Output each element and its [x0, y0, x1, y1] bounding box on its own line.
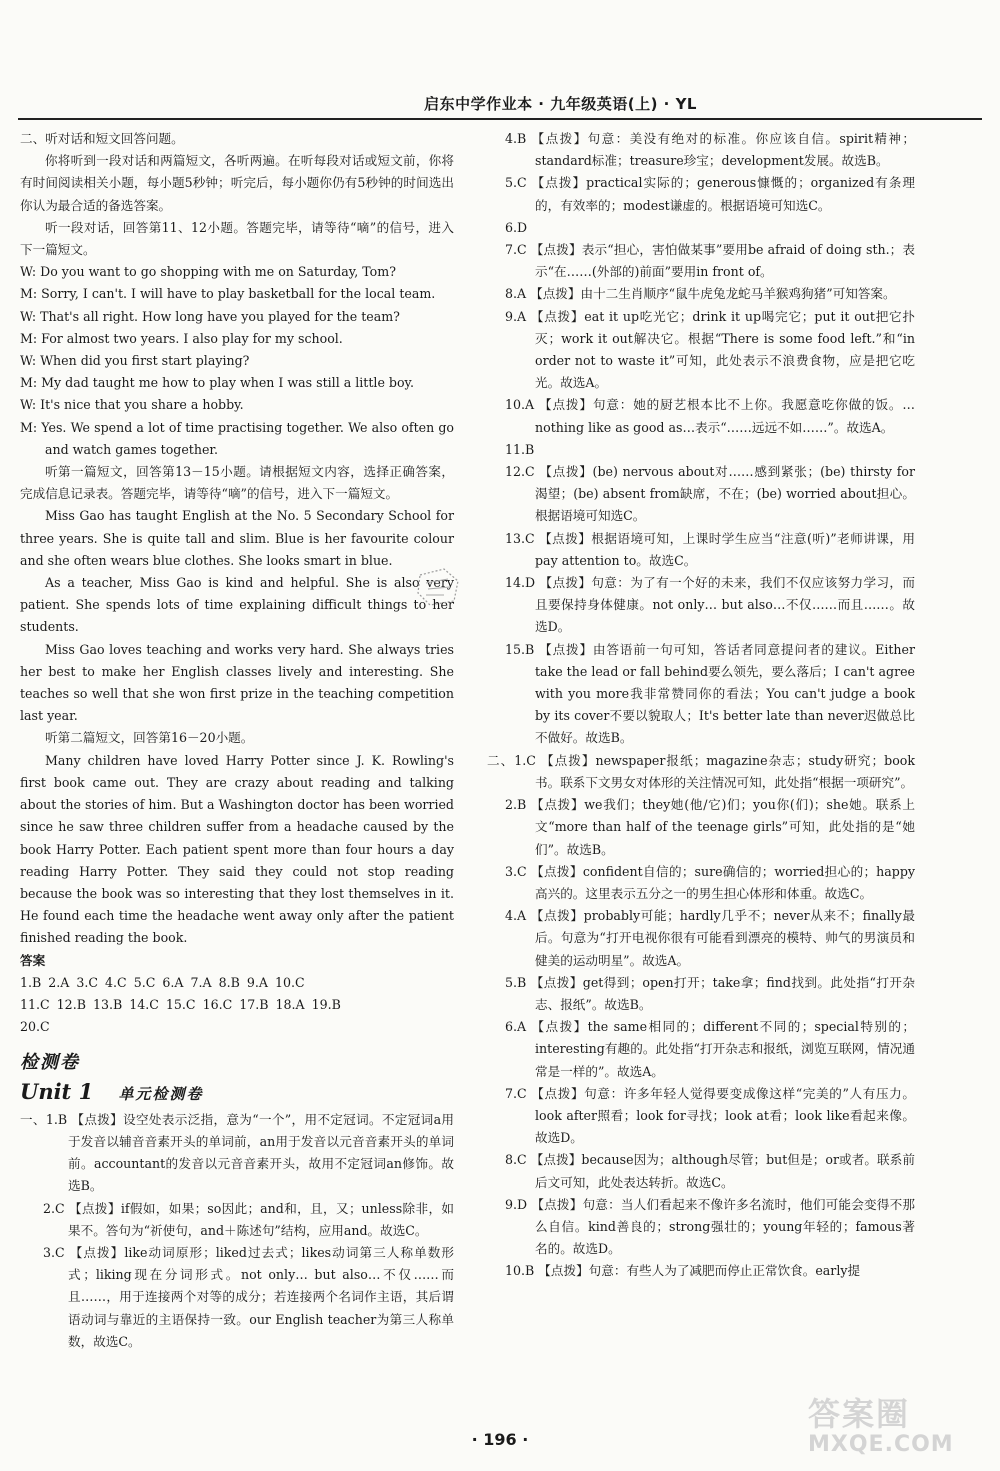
answers-label: 答案 — [20, 952, 46, 968]
test-section-title: 检测卷 — [20, 1052, 80, 1074]
passage1-intro: 听第一篇短文，回答第13－15小题。请根据短文内容，选择正确答案，完成信息记录表。答题完毕，请等待“嘀”的信号，进入下一篇短文。 — [20, 464, 454, 502]
unit-number: Unit 1 — [20, 1078, 94, 1104]
ink-stamp-icon — [414, 565, 462, 609]
section2-heading: 二、听对话和短文回答问题。 — [20, 131, 184, 146]
answer-item: 4.B 【点拨】句意：美没有绝对的标准。你应该自信。spirit精神；standard标准；treasure珍宝；development发展。故选B。 — [505, 131, 915, 169]
dialogue-line: M: My dad taught me how to play when I was still a little boy. — [20, 375, 415, 391]
passage1-paragraph: Miss Gao has taught English at the No. 5 Secondary School for three years. She is quite tall and slim. Blue is her favourite colour and she often wears blue clothes. She looks smart in blue. — [20, 508, 454, 568]
answer-item: 13.C 【点拨】根据语境可知，上课时学生应当“注意(听)”老师讲课，用pay attention to。故选C。 — [505, 530, 915, 568]
answer-item: 二、1.C 【点拨】newspaper报纸；magazine杂志；study研究；book书。联系下文男女对体形的关注情况可知，此处指“根据一项研究”。 — [487, 752, 915, 790]
answer-item: 5.B 【点拨】get得到；open打开；take拿；find找到。此处指“打开杂志、报纸”。故选B。 — [505, 974, 915, 1012]
answer-item: 3.C 【点拨】like动词原形；liked过去式；likes动词第三人称单数形式；liking现在分词形式。not only… but also…不仅……而且……，用于连接两个对等的成分；若连接两个名词作主语，其后谓语动词与靠近的主语保持一致。our English teacher为第三人称单数，故选C。 — [43, 1244, 454, 1349]
answer-item: 7.C 【点拨】表示“担心，害怕做某事”要用be afraid of doing sth.；表示“在……(外部的)前面”要用in front of。 — [505, 242, 915, 280]
answers-row: 11.C 12.B 13.B 14.C 15.C 16.C 17.B 18.A 19.B — [20, 996, 341, 1012]
answer-item: 3.C 【点拨】confident自信的；sure确信的；worried担心的；happy高兴的。这里表示五分之一的男生担心体形和体重。故选C。 — [505, 863, 915, 901]
answer-item: 5.C 【点拨】practical实际的；generous慷慨的；organized有条理的，有效率的；modest谦虚的。根据语境可知选C。 — [505, 175, 915, 213]
header-title: 启东中学作业本 · 九年级英语(上) · YL — [424, 95, 697, 113]
answer-item: 10.B 【点拨】句意：有些人为了减肥而停止正常饮食。early提 — [505, 1263, 861, 1279]
left-column — [20, 128, 454, 1353]
watermark — [808, 1396, 983, 1466]
answer-item: 11.B — [505, 441, 535, 457]
answer-item: 6.D — [505, 219, 528, 235]
listening-instructions: 你将听到一段对话和两篇短文，各听两遍。在听每段对话或短文前，你将有时间阅读相关小题，每小题5秒钟；听完后，每小题你仍有5秒钟的时间选出你认为最合适的备选答案。 — [20, 153, 454, 213]
answer-item: 10.A 【点拨】句意：她的厨艺根本比不上你。我愿意吃你做的饭。…nothing like as good as…表示“……远远不如……”。故选A。 — [505, 397, 915, 435]
page-number: · 196 · — [471, 1430, 529, 1449]
answers-row: 20.C — [20, 1019, 50, 1035]
passage2-intro: 听第二篇短文，回答第16－20小题。 — [45, 730, 254, 746]
answer-item: 4.A 【点拨】probably可能；hardly几乎不；never从来不；finally最后。句意为“打开电视你很有可能看到漂亮的模特、帅气的男演员和健美的运动明星”。故选A。 — [505, 908, 915, 968]
answer-item: 15.B 【点拨】由答语前一句可知，答话者同意提问者的建议。Either take the lead or fall behind要么领先，要么落后；I can't agree with you more我非常赞同你的看法；You can't judge a book by its cover不要以貌取人；It's better late than never迟做总比不做好。故选B。 — [505, 641, 915, 746]
answer-item: 7.C 【点拨】句意：许多年轻人觉得要变成像这样“完美的”人有压力。look after照看；look for寻找；look at看；look like看起来像。故选D。 — [505, 1085, 915, 1146]
answer-item: 一、1.B 【点拨】设空处表示泛指，意为“一个”，用不定冠词。不定冠词a用于发音以辅音音素开头的单词前，an用于发音以元音音素开头的单词前。accountant的发音以元音音素开头，故用不定冠词an修饰。故选B。 — [20, 1111, 454, 1194]
page-header — [18, 86, 982, 120]
right-column — [487, 128, 915, 1283]
dialogue-line: M: Sorry, I can't. I will have to play basketball for the local team. — [20, 286, 436, 302]
answer-item: 12.C 【点拨】(be) nervous about对……感到紧张；(be) thirsty for渴望；(be) absent from缺席，不在；(be) worried about担心。根据语境可知选C。 — [505, 464, 915, 524]
answer-item: 14.D 【点拨】句意：为了有一个好的未来，我们不仅应该努力学习，而且要保持身体健康。not only… but also…不仅……而且……。故选D。 — [505, 575, 915, 635]
answer-item: 9.D 【点拨】句意：当人们看起来不像许多名流时，他们可能会变得不那么自信。kind善良的；strong强壮的；young年轻的；famous著名的。故选D。 — [505, 1196, 915, 1257]
answer-item: 8.A 【点拨】由十二生肖顺序“鼠牛虎兔龙蛇马羊猴鸡狗猪”可知答案。 — [505, 286, 896, 302]
dialogue-intro: 听一段对话，回答第11、12小题。答题完毕，请等待“嘀”的信号，进入下一篇短文。 — [20, 219, 454, 258]
dialogue-line: W: That's all right. How long have you played for the team? — [20, 308, 400, 324]
answer-item: 8.C 【点拨】because因为；although尽管；but但是；or或者。联系前后文可知，此处表达转折。故选C。 — [505, 1152, 915, 1190]
dialogue-line: W: Do you want to go shopping with me on Saturday, Tom? — [20, 264, 396, 280]
watermark-top: 答案圈 — [808, 1395, 911, 1433]
passage2-paragraph: Many children have loved Harry Potter since J. K. Rowling's first book came out. They are crazy about reading and talking about the stories of him. But a Washington doctor has been worried since he saw three children suffer from a headache caused by the book Harry Potter. Each patient spent more than four hours a day reading Harry Potter. They said they could not stop reading because the book was so interesting that they lost themselves in it. He found each time the headache went away only after the patient finished reading the book. — [20, 752, 454, 946]
answer-item: 2.B 【点拨】we我们；they她(他/它)们；you你(们)；she她。联系上文“more than half of the teenage girls”可知，此处指的是“她们”。故选B。 — [505, 797, 915, 857]
watermark-bottom: MXQE.COM — [808, 1432, 954, 1457]
answer-item: 6.A 【点拨】the same相同的；different不同的；special特别的；interesting有趣的。此处指“打开杂志和报纸，浏览互联网，情况通常是一样的”。故选A。 — [505, 1019, 915, 1079]
dialogue-line: M: Yes. We spend a lot of time practising together. We also often go and watch games together. — [20, 419, 454, 457]
unit-subtitle: 单元检测卷 — [118, 1084, 204, 1103]
passage1-paragraph: As a teacher, Miss Gao is kind and helpful. She is also very patient. She spends lots of time explaining difficult things to her students. — [20, 575, 454, 635]
answer-item: 9.A 【点拨】eat it up吃光它；drink it up喝完它；put it out把它扑灭；work it out解决它。根据“There is some food left.”和“in order not to waste it”可知，此处表示不浪费食物，应是把它吃光。故选A。 — [505, 308, 915, 391]
dialogue-line: M: For almost two years. I also play for my school. — [20, 330, 343, 346]
dialogue-line: W: It's nice that you share a hobby. — [20, 397, 244, 413]
passage1-paragraph: Miss Gao loves teaching and works very hard. She always tries her best to make her English classes lively and interesting. She teaches so well that she won first prize in the teaching competition last year. — [20, 641, 454, 724]
answers-row: 1.B 2.A 3.C 4.C 5.C 6.A 7.A 8.B 9.A 10.C — [20, 974, 305, 990]
dialogue-line: W: When did you first start playing? — [20, 353, 250, 369]
unit-title — [20, 1078, 454, 1105]
answer-item: 2.C 【点拨】if假如，如果；so因此；and和，且，又；unless除非，如果不。答句为“祈使句，and＋陈述句”结构，应用and。故选C。 — [43, 1200, 454, 1238]
